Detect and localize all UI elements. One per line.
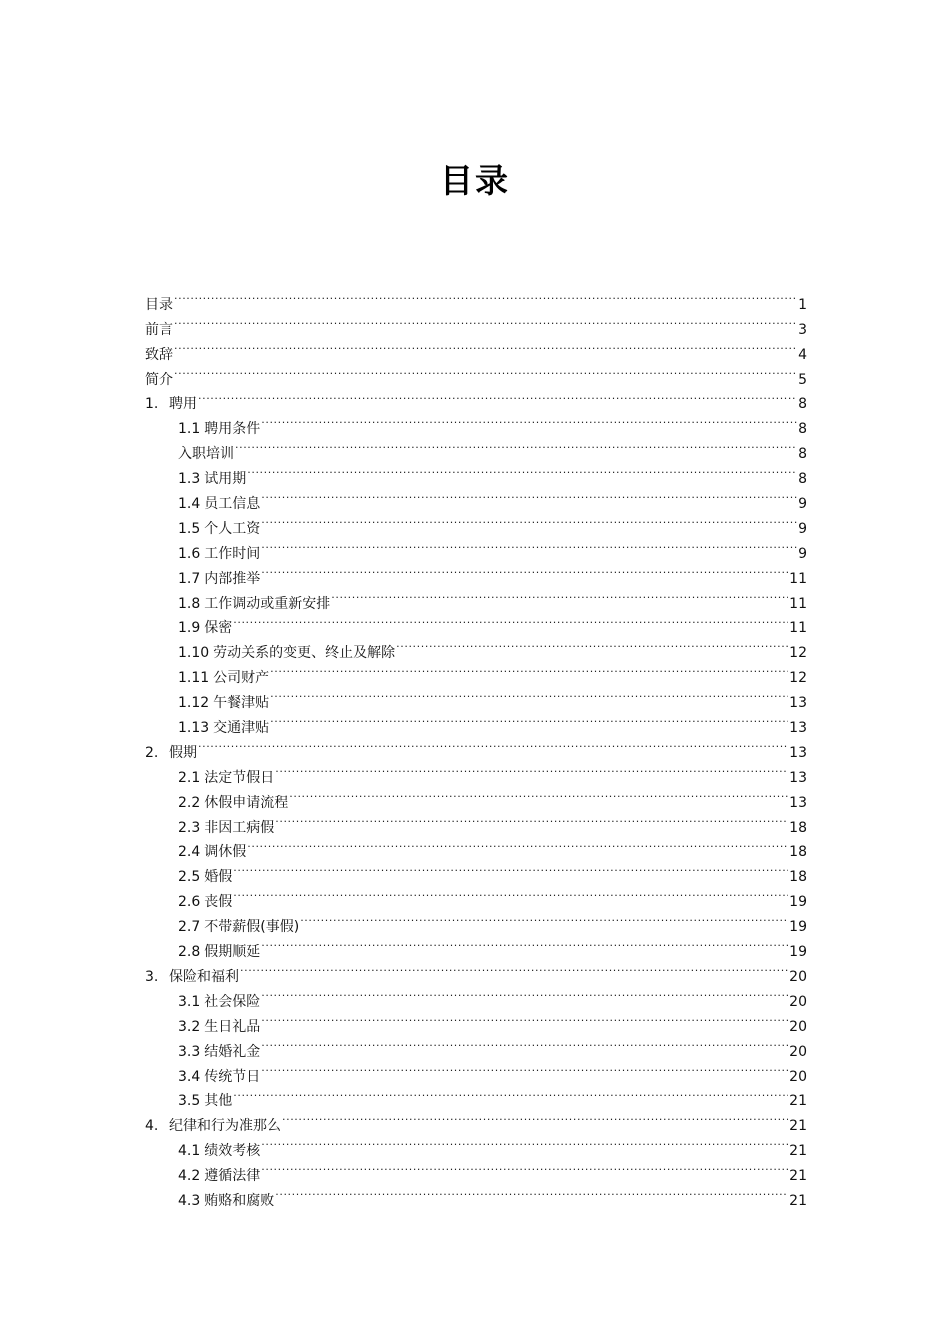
toc-entry-label: 生日礼品	[204, 1018, 261, 1035]
toc-entry-number: 2.4	[178, 844, 201, 861]
toc-entry-page-number: 5	[798, 371, 807, 388]
toc-entry[interactable]	[145, 483, 807, 513]
toc-dot-leader	[396, 632, 788, 657]
toc-entry[interactable]	[145, 757, 807, 786]
page-title: 目录	[440, 161, 510, 200]
toc-entry-page-number: 8	[798, 446, 807, 463]
toc-entry-label: 传统节日	[204, 1068, 261, 1085]
toc-dot-leader	[233, 608, 788, 633]
toc-entry-page-number: 13	[789, 720, 807, 737]
toc-entry[interactable]	[145, 384, 807, 413]
toc-entry[interactable]	[145, 1031, 807, 1060]
toc-entry-number: 2.8	[178, 944, 201, 961]
toc-entry-page-number: 18	[789, 844, 807, 861]
toc-entry-label: 纪律和行为准那么	[169, 1118, 281, 1135]
toc-dot-leader	[233, 856, 788, 881]
toc-entry[interactable]	[145, 881, 807, 911]
toc-entry-label: 婚假	[204, 869, 233, 886]
toc-dot-leader	[198, 384, 797, 409]
toc-entry-number: 1.10	[178, 645, 210, 662]
toc-entry[interactable]	[145, 508, 807, 537]
toc-entry-label: 结婚礼金	[204, 1043, 261, 1060]
toc-entry-page-number: 21	[789, 1168, 807, 1185]
toc-entry-page-number: 18	[789, 869, 807, 886]
toc-entry[interactable]	[145, 284, 807, 313]
toc-entry-number: 2.3	[178, 819, 201, 836]
toc-entry-label: 不带薪假(事假)	[204, 919, 300, 936]
toc-entry-number: 2.2	[178, 794, 201, 811]
toc-entry-number: 2.1	[178, 769, 201, 786]
toc-entry[interactable]	[145, 533, 807, 562]
toc-entry-page-number: 1	[798, 296, 807, 313]
toc-entry-page-number: 13	[789, 794, 807, 811]
toc-entry-page-number: 11	[789, 595, 807, 612]
toc-entry-label: 目录	[145, 296, 173, 313]
toc-entry[interactable]	[145, 558, 807, 587]
toc-entry-number: 4.1	[178, 1143, 201, 1160]
toc-entry-number: 1.11	[178, 670, 210, 687]
toc-entry[interactable]	[145, 583, 807, 612]
toc-entry-number: 3.1	[178, 993, 201, 1010]
toc-entry[interactable]	[145, 608, 807, 637]
toc-dot-leader	[289, 782, 788, 807]
toc-dot-leader	[174, 359, 797, 384]
toc-dot-leader	[261, 508, 797, 533]
toc-entry-number: 1.13	[178, 720, 210, 737]
toc-dot-leader	[261, 1056, 788, 1081]
toc-entry-number: 1.1	[178, 421, 201, 438]
toc-entry[interactable]	[145, 732, 807, 761]
toc-dot-leader	[300, 906, 788, 931]
toc-entry-label: 员工信息	[204, 496, 261, 513]
toc-entry-label: 保险和福利	[169, 968, 239, 985]
toc-entry[interactable]	[145, 807, 807, 836]
toc-entry-page-number: 20	[789, 993, 807, 1010]
toc-dot-leader	[198, 732, 788, 757]
toc-dot-leader	[174, 309, 797, 334]
toc-entry-label: 聘用条件	[204, 421, 261, 438]
toc-entry-number: 1.12	[178, 695, 210, 712]
toc-entry-page-number: 18	[789, 819, 807, 836]
toc-dot-leader	[261, 483, 797, 508]
toc-entry-label: 工作调动或重新安排	[204, 595, 331, 612]
toc-entry-page-number: 12	[789, 670, 807, 687]
toc-entry-page-number: 21	[789, 1093, 807, 1110]
toc-dot-leader	[247, 832, 788, 857]
toc-entry-label: 法定节假日	[204, 769, 275, 786]
toc-entry-label: 保密	[204, 620, 233, 637]
toc-entry-page-number: 11	[789, 570, 807, 587]
toc-entry-number: 1.4	[178, 496, 201, 513]
toc-entry-page-number: 13	[789, 695, 807, 712]
toc-entry[interactable]	[145, 956, 807, 985]
toc-dot-leader	[247, 458, 797, 483]
toc-entry-page-number: 4	[798, 346, 807, 363]
toc-entry-label: 绩效考核	[204, 1143, 261, 1160]
toc-dot-leader	[261, 533, 797, 558]
toc-entry-label: 工作时间	[204, 545, 261, 562]
toc-entry-page-number: 13	[789, 744, 807, 761]
toc-entry-number: 1.9	[178, 620, 201, 637]
toc-dot-leader	[275, 757, 788, 782]
toc-entry-number: 2.	[145, 744, 159, 761]
toc-entry[interactable]	[145, 906, 807, 936]
table-of-contents	[145, 284, 807, 1209]
toc-entry-page-number: 8	[798, 471, 807, 488]
toc-entry[interactable]	[145, 707, 807, 737]
toc-entry-label: 休假申请流程	[204, 794, 289, 811]
toc-entry[interactable]	[145, 1130, 807, 1160]
toc-dot-leader	[275, 1180, 788, 1205]
toc-entry[interactable]	[145, 981, 807, 1010]
toc-entry-page-number: 19	[789, 919, 807, 936]
toc-entry-page-number: 3	[798, 321, 807, 338]
toc-entry[interactable]	[145, 309, 807, 338]
toc-entry[interactable]	[145, 856, 807, 886]
toc-entry-number: 1.6	[178, 545, 201, 562]
toc-entry-label: 丧假	[204, 894, 233, 911]
toc-entry-page-number: 20	[789, 1018, 807, 1035]
toc-entry-label: 贿赂和腐败	[204, 1192, 275, 1209]
toc-entry-page-number: 8	[798, 421, 807, 438]
toc-dot-leader	[270, 707, 788, 732]
toc-entry-page-number: 21	[789, 1143, 807, 1160]
toc-entry[interactable]	[145, 1105, 807, 1135]
toc-entry-number: 4.	[145, 1118, 159, 1135]
toc-dot-leader	[275, 807, 788, 832]
toc-dot-leader	[261, 558, 788, 583]
toc-entry-label: 午餐津贴	[213, 695, 270, 712]
toc-entry[interactable]	[145, 1155, 807, 1185]
toc-entry-page-number: 19	[789, 894, 807, 911]
toc-dot-leader	[261, 981, 788, 1006]
toc-entry-label: 交通津贴	[213, 720, 270, 737]
toc-entry[interactable]	[145, 682, 807, 712]
toc-entry-number: 3.5	[178, 1093, 201, 1110]
toc-entry-page-number: 20	[789, 1043, 807, 1060]
toc-entry-page-number: 21	[789, 1118, 807, 1135]
toc-dot-leader	[261, 1155, 788, 1180]
toc-entry[interactable]	[145, 334, 807, 363]
toc-entry-number: 1.3	[178, 471, 201, 488]
toc-entry-page-number: 9	[798, 545, 807, 562]
toc-dot-leader	[270, 657, 788, 682]
toc-entry-page-number: 11	[789, 620, 807, 637]
toc-entry-number: 1.8	[178, 595, 201, 612]
toc-entry-label: 遵循法律	[204, 1168, 261, 1185]
toc-dot-leader	[261, 408, 797, 433]
toc-entry-label: 劳动关系的变更、终止及解除	[213, 645, 396, 662]
toc-entry-number: 3.	[145, 968, 159, 985]
toc-entry-page-number: 21	[789, 1192, 807, 1209]
toc-dot-leader	[261, 1006, 788, 1031]
toc-entry-page-number: 12	[789, 645, 807, 662]
toc-entry-label: 试用期	[204, 471, 247, 488]
toc-dot-leader	[240, 956, 788, 981]
toc-dot-leader	[261, 931, 788, 956]
toc-entry[interactable]	[145, 782, 807, 811]
toc-entry-number: 4.2	[178, 1168, 201, 1185]
toc-entry-label: 公司财产	[213, 670, 270, 687]
toc-entry-label: 入职培训	[178, 446, 234, 463]
toc-entry[interactable]	[145, 359, 807, 388]
toc-entry-label: 聘用	[169, 396, 197, 413]
toc-entry-number: 2.7	[178, 919, 201, 936]
toc-entry-page-number: 20	[789, 1068, 807, 1085]
toc-entry-number: 1.7	[178, 570, 201, 587]
toc-dot-leader	[174, 334, 797, 359]
toc-entry-page-number: 9	[798, 496, 807, 513]
toc-entry[interactable]	[145, 931, 807, 961]
toc-dot-leader	[282, 1105, 788, 1130]
toc-entry-number: 1.5	[178, 520, 201, 537]
toc-entry-number: 1.	[145, 396, 159, 413]
toc-entry-number: 2.6	[178, 894, 201, 911]
toc-entry-label: 个人工资	[204, 520, 261, 537]
toc-entry[interactable]	[145, 458, 807, 488]
toc-entry[interactable]	[145, 1056, 807, 1085]
toc-entry-number: 3.3	[178, 1043, 201, 1060]
toc-entry-number: 4.3	[178, 1192, 201, 1209]
toc-entry-label: 前言	[145, 321, 173, 338]
toc-entry-page-number: 8	[798, 396, 807, 413]
toc-entry-label: 其他	[204, 1093, 233, 1110]
toc-dot-leader	[233, 881, 788, 906]
toc-dot-leader	[261, 1031, 788, 1056]
toc-entry-number: 2.5	[178, 869, 201, 886]
toc-entry-page-number: 13	[789, 769, 807, 786]
toc-dot-leader	[331, 583, 788, 608]
toc-entry[interactable]	[145, 657, 807, 687]
toc-entry-label: 致辞	[145, 346, 173, 363]
toc-entry-label: 调休假	[204, 844, 247, 861]
toc-entry-page-number: 20	[789, 968, 807, 985]
toc-entry-number: 3.4	[178, 1068, 201, 1085]
toc-entry-label: 假期	[169, 744, 197, 761]
toc-entry-label: 内部推举	[204, 570, 261, 587]
toc-dot-leader	[270, 682, 788, 707]
toc-entry-label: 社会保险	[204, 993, 261, 1010]
toc-entry-page-number: 9	[798, 520, 807, 537]
toc-entry[interactable]	[145, 1006, 807, 1035]
toc-entry[interactable]	[145, 1081, 807, 1110]
toc-entry-label: 假期顺延	[204, 944, 261, 961]
toc-entry[interactable]	[145, 832, 807, 861]
toc-dot-leader	[235, 433, 797, 458]
toc-dot-leader	[261, 1130, 788, 1155]
toc-entry-label: 非因工病假	[204, 819, 275, 836]
toc-entry-number: 3.2	[178, 1018, 201, 1035]
toc-dot-leader	[233, 1081, 788, 1106]
toc-entry[interactable]	[145, 632, 807, 662]
toc-entry-label: 简介	[145, 371, 173, 388]
toc-entry[interactable]	[145, 1180, 807, 1209]
toc-entry[interactable]	[145, 408, 807, 438]
toc-dot-leader	[174, 284, 797, 309]
toc-entry-page-number: 19	[789, 944, 807, 961]
toc-entry[interactable]	[145, 433, 807, 463]
